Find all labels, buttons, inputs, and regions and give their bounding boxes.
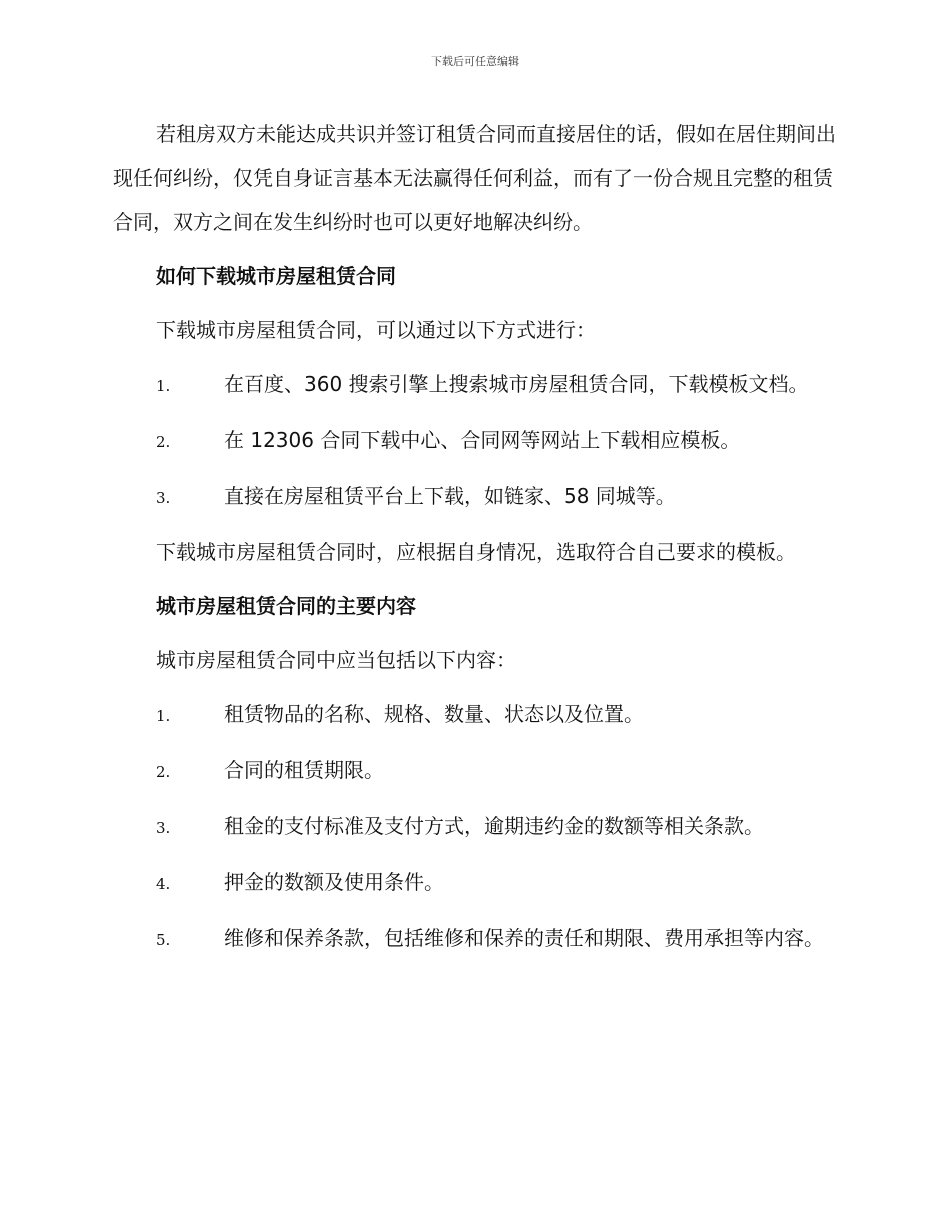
list-item <box>113 692 837 738</box>
list-item <box>113 804 837 850</box>
list-text: 租赁物品的名称、规格、数量、状态以及位置。 <box>224 702 644 726</box>
download-closing: 下载城市房屋租赁合同时，应根据自身情况，选取符合自己要求的模板。 <box>156 540 796 564</box>
list-text: 押金的数额及使用条件。 <box>224 870 444 894</box>
list-number: 4. <box>156 875 171 893</box>
list-number: 2. <box>156 433 171 451</box>
list-text: 维修和保养条款，包括维修和保养的责任和期限、费用承担等内容。 <box>224 926 824 950</box>
contents-lead: 城市房屋租赁合同中应当包括以下内容： <box>156 648 516 672</box>
list-item <box>113 748 837 794</box>
intro-paragraph: 若租房双方未能达成共识并签订租赁合同而直接居住的话，假如在居住期间出现任何纠纷，仅凭自身证言基本无法赢得任何利益，而有了一份合规且完整的租赁合同，双方之间在发生纠纷时也可以更好地解决纠纷。 <box>113 122 836 234</box>
list-item <box>113 916 837 962</box>
list-text: 在 12306 合同下载中心、合同网等网站上下载相应模板。 <box>224 428 741 452</box>
list-text: 直接在房屋租赁平台上下载，如链家、58 同城等。 <box>224 484 676 508</box>
list-item <box>113 474 837 520</box>
list-number: 5. <box>156 931 171 949</box>
list-number: 1. <box>156 377 171 395</box>
list-text: 合同的租赁期限。 <box>224 758 384 782</box>
list-item <box>113 860 837 906</box>
document-body <box>113 112 837 972</box>
download-lead: 下载城市房屋租赁合同，可以通过以下方式进行： <box>156 318 596 342</box>
page-header: 下载后可任意编辑 <box>431 55 519 68</box>
section-heading-contents: 城市房屋租赁合同的主要内容 <box>156 594 416 618</box>
list-item <box>113 362 837 408</box>
list-number: 2. <box>156 763 171 781</box>
list-text: 在百度、360 搜索引擎上搜索城市房屋租赁合同，下载模板文档。 <box>224 372 809 396</box>
section-heading-download: 如何下载城市房屋租赁合同 <box>156 264 396 288</box>
list-item <box>113 418 837 464</box>
list-number: 1. <box>156 707 171 725</box>
list-number: 3. <box>156 489 171 507</box>
list-number: 3. <box>156 819 171 837</box>
list-text: 租金的支付标准及支付方式，逾期违约金的数额等相关条款。 <box>224 814 764 838</box>
